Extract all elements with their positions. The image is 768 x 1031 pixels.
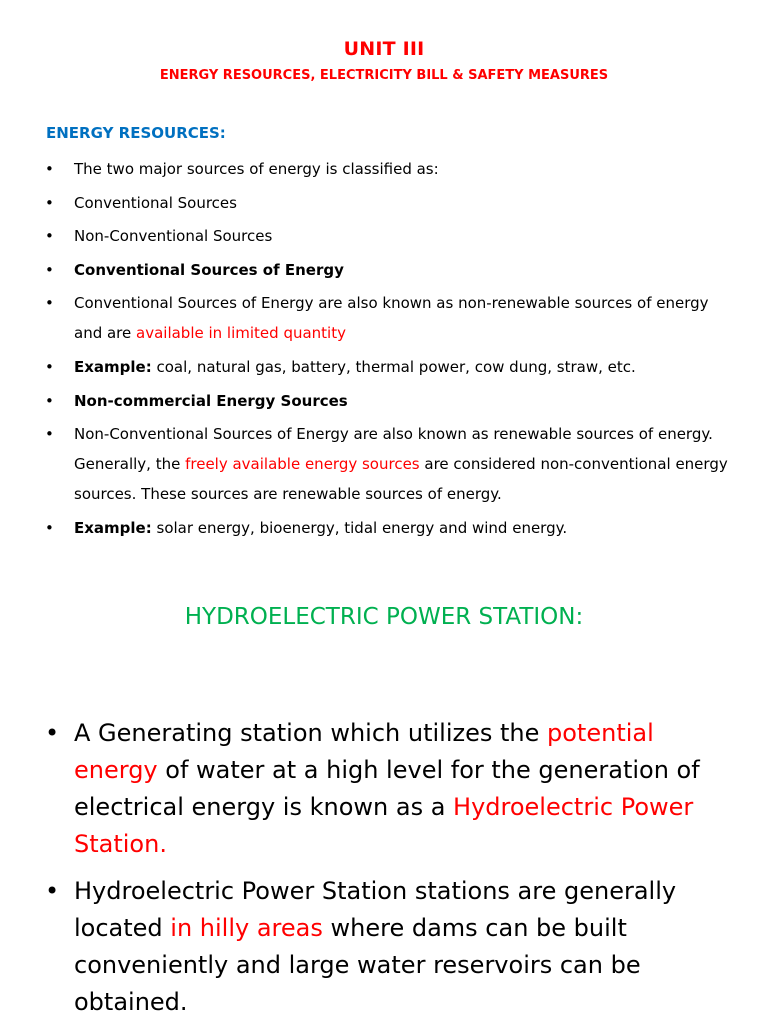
bullet-icon: • xyxy=(45,391,54,410)
unit-title: UNIT III xyxy=(343,38,425,60)
item-text: Conventional Sources of Energy are also known as non-renewable sources of energy and are xyxy=(74,294,709,343)
list-item xyxy=(0,873,768,1021)
list-item xyxy=(0,419,768,509)
section-heading-energy-resources: ENERGY RESOURCES: xyxy=(46,124,226,142)
bullet-icon: • xyxy=(45,260,54,279)
example-label: Example: xyxy=(74,357,152,376)
list-item xyxy=(0,255,768,285)
hydroelectric-list xyxy=(0,715,768,1031)
item-text: Non-Conventional Sources xyxy=(74,227,273,246)
item-text: coal, natural gas, battery, thermal power, cow dung, straw, etc. xyxy=(151,357,636,376)
highlight-text: freely available energy sources xyxy=(185,455,420,474)
item-text: where dams can be built conveniently and large water reservoirs can be obtained. xyxy=(74,914,641,1016)
bullet-icon: • xyxy=(45,518,54,537)
energy-resources-list xyxy=(0,154,768,546)
list-item xyxy=(0,188,768,218)
item-text: solar energy, bioenergy, tidal energy and wind energy. xyxy=(151,518,568,537)
hydroelectric-heading: HYDROELECTRIC POWER STATION: xyxy=(184,604,584,630)
bullet-icon: • xyxy=(45,357,54,376)
item-subheading: Non-commercial Energy Sources xyxy=(74,391,348,410)
highlight-text: available in limited quantity xyxy=(136,324,346,343)
list-item xyxy=(0,352,768,382)
item-text: A Generating station which utilizes the xyxy=(74,719,548,747)
list-item xyxy=(0,513,768,543)
bullet-icon: • xyxy=(45,294,54,313)
list-item xyxy=(0,288,768,348)
bullet-icon: • xyxy=(45,425,54,444)
item-text: The two major sources of energy is classified as: xyxy=(74,160,439,178)
item-text: are considered non-conventional energy sources. These sources are renewable sources of energy. xyxy=(74,455,728,504)
item-text: Conventional Sources xyxy=(74,193,237,212)
list-item xyxy=(0,715,768,863)
bullet-icon: • xyxy=(45,719,60,747)
unit-subtitle: ENERGY RESOURCES, ELECTRICITY BILL & SAFETY MEASURES xyxy=(159,68,609,83)
list-item xyxy=(0,386,768,416)
list-item xyxy=(0,221,768,251)
bullet-icon: • xyxy=(45,160,54,178)
bullet-icon: • xyxy=(45,227,54,246)
item-text: of water at a high level for the generation of electrical energy is known as a xyxy=(74,756,700,821)
highlight-text: Hydroelectric Power Station. xyxy=(74,793,694,858)
item-subheading: Conventional Sources of Energy xyxy=(74,260,344,279)
bullet-icon: • xyxy=(45,877,60,905)
item-text: Hydroelectric Power Station stations are generally located xyxy=(74,877,677,942)
example-label: Example: xyxy=(74,518,152,537)
bullet-icon: • xyxy=(45,193,54,212)
highlight-text: potential energy xyxy=(74,719,654,784)
item-text: Non-Conventional Sources of Energy are also known as renewable sources of energy. Generally, the xyxy=(74,425,713,474)
list-item xyxy=(0,154,768,184)
highlight-text: in hilly areas xyxy=(170,914,323,942)
